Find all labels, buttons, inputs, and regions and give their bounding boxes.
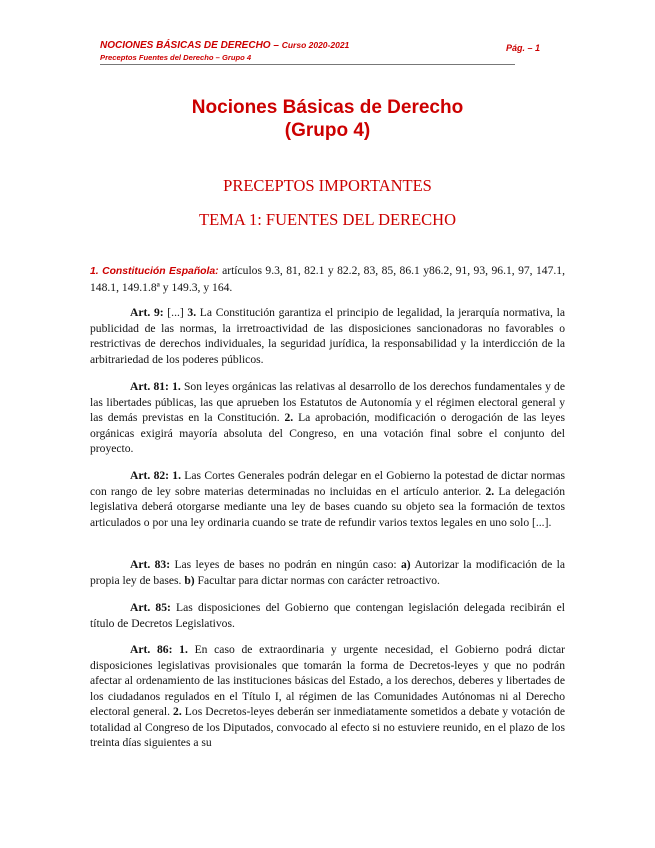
article-85 (90, 600, 565, 631)
document-title (90, 96, 565, 142)
header-course-line: NOCIONES BÁSICAS DE DERECHO – Curso 2020-2021 (100, 40, 350, 51)
art-9-segment: La Constitución garantiza el principio de legalidad, la jerarquía normativa, la publicidad de las normas, la irretroactividad de las disposiciones sancionadoras no favorables o restrictivas de derechos individuales, la seguridad jurídica, la responsabilidad y la interdicción de la arbitrariedad de los poderes públicos. (90, 306, 565, 366)
article-86 (90, 642, 565, 751)
art-83-segment: Facultar para dictar normas con carácter retroactivo. (194, 573, 440, 587)
document-title-line1: Nociones Básicas de Derecho (191, 97, 464, 118)
art-85-segment: Art. 85: (130, 601, 171, 614)
article-82 (90, 468, 565, 530)
art-9-segment: [...] (163, 306, 188, 319)
constitution-articles (90, 263, 565, 295)
article-81 (90, 379, 565, 457)
header-divider (100, 64, 515, 65)
page-number: Pág. – 1 (506, 43, 541, 53)
art-83-segment: Las leyes de bases no podrán en ningún caso: (170, 558, 401, 571)
art-86-segment: Los Decretos-leyes deberán ser inmediatamente sometidos a debate y votación de totalidad al Congreso de los Diputados, convocado al efecto si no estuviere reunido, en el plazo de los treinta días siguientes a su (90, 705, 566, 749)
document-title-line2: (Grupo 4) (284, 120, 371, 141)
art-82-segment: Art. 82: 1. (130, 469, 182, 482)
art-83-segment: a) (400, 558, 411, 571)
art-86-segment: Art. 86: 1. (130, 643, 188, 656)
header-course-year: Curso 2020-2021 (281, 40, 350, 50)
art-86-segment: 2. (173, 705, 182, 718)
art-86-segment: En caso de extraordinaria y urgente necesidad, el Gobierno podrá dictar disposiciones legislativas provisionales que tomarán la forma de Decretos-leyes y que no podrán afectar al ordenamiento de las instituciones básicas del Estado, a los derechos, deberes y libertades de los ciudadanos regulados en el Título I, al régimen de las Comunidades Autónomas ni al Derecho electoral general. (90, 643, 565, 718)
art-81-segment: Art. 81: 1. (130, 380, 181, 393)
art-83-segment: b) (184, 573, 195, 587)
constitution-article-list: artículos 9.3, 81, 82.1 y 82.2, 83, 85, 86.1 y86.2, 91, 93, 96.1, 97, 147.1, 148.1, 149.1.8ª y 149.3, y 164. (90, 264, 565, 294)
art-9-segment: Art. 9: (130, 306, 164, 319)
art-85-segment: Las disposiciones del Gobierno que contengan legislación delegada recibirán el título de Decretos Legislativos. (90, 601, 565, 630)
article-83 (90, 557, 565, 588)
art-81-segment: La aprobación, modificación o derogación de las leyes orgánicas exigirá mayoría absoluta del Congreso, en una votación final sobre el conjunto del proyecto. (90, 411, 565, 455)
art-82-segment: Las Cortes Generales podrán delegar en el Gobierno la potestad de dictar normas con rango de ley sobre materias determinadas no incluidas en el artículo anterior. (90, 469, 565, 498)
section-heading: PRECEPTOS IMPORTANTES (223, 176, 432, 195)
art-82-segment: La delegación legislativa deberá otorgarse mediante una ley de bases cuando su objeto sea la formación de textos articulados o por una ley ordinaria cuando se trate de refundir varios textos legales en uno solo [...]. (90, 484, 565, 529)
running-header (100, 39, 349, 63)
header-course-title: NOCIONES BÁSICAS DE DERECHO (100, 40, 271, 51)
art-83-segment: Art. 83: (130, 558, 171, 571)
art-9-segment: 3. (187, 306, 197, 319)
topic-heading: TEMA 1: FUENTES DEL DERECHO (199, 210, 456, 229)
article-9 (90, 305, 565, 367)
header-subtitle: Preceptos Fuentes del Derecho – Grupo 4 (100, 53, 252, 62)
art-82-segment: 2. (485, 484, 495, 498)
constitution-label: 1. Constitución Española: (90, 266, 219, 277)
art-81-segment: Son leyes orgánicas las relativas al desarrollo de los derechos fundamentales y de las libertades públicas, las que aprueben los Estatutos de Autonomía y el régimen electoral general y las demás previstas en la Constitución. (90, 380, 565, 424)
art-81-segment: 2. (284, 411, 294, 424)
art-83-segment: Autorizar la modificación de la propia ley de bases. (90, 558, 566, 587)
